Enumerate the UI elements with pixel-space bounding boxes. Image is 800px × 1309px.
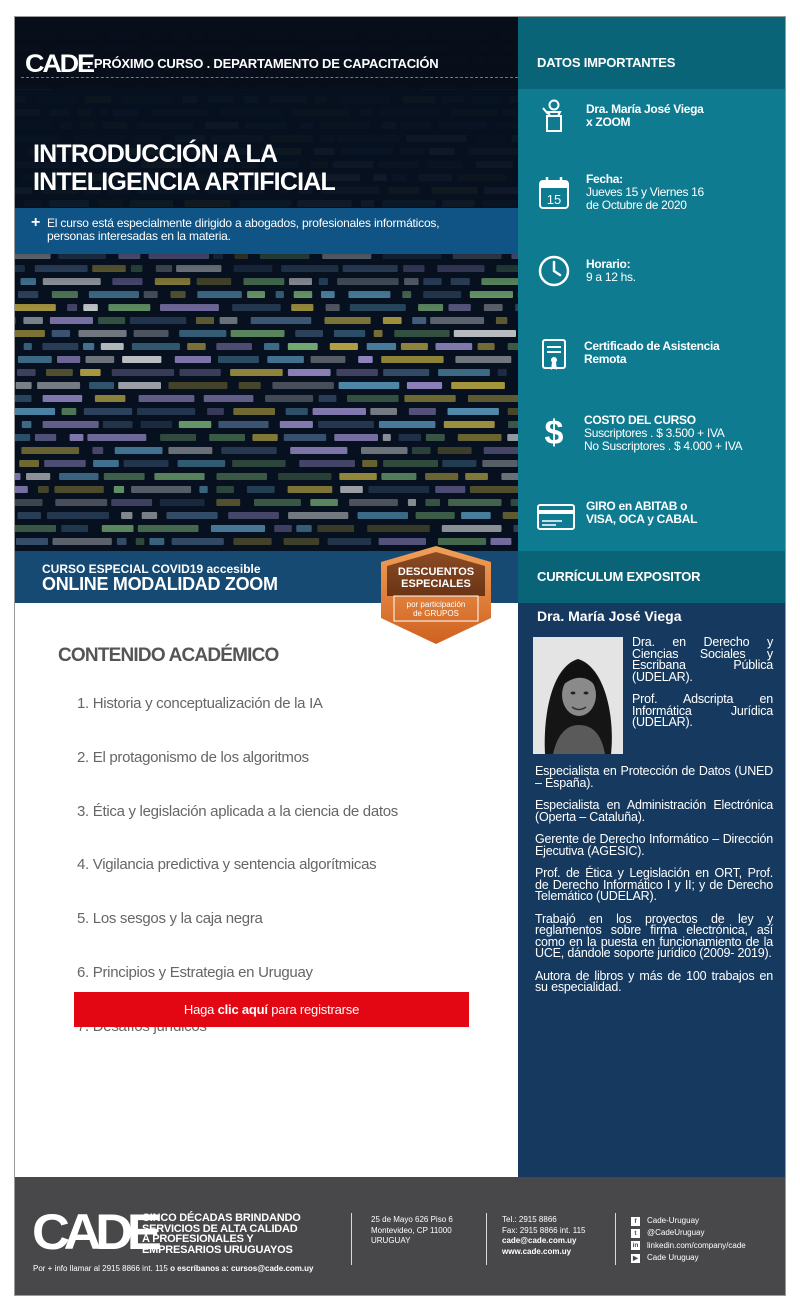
- list-item: 3. Ética y legislación aplicada a la ciencia de datos: [77, 803, 398, 820]
- footer-divider: [351, 1213, 352, 1265]
- svg-text:ESPECIALES: ESPECIALES: [401, 578, 471, 590]
- clock-icon: [536, 253, 572, 289]
- cv-panel: [518, 603, 786, 1177]
- register-button[interactable]: Haga clic aquí para registrarse: [74, 992, 469, 1027]
- social-youtube[interactable]: ▶ Cade Uruguay: [633, 1252, 699, 1262]
- modalidad-label: ONLINE MODALIDAD ZOOM: [42, 574, 278, 594]
- code-background-image: [15, 17, 518, 551]
- list-item: 5. Los sesgos y la caja negra: [77, 910, 263, 927]
- datos-panel: DATOS IMPORTANTES Dra. María José Viega x ZOOM 15 Fecha: Jueves 15 y Viernes 16 de Octubre de 2020 Horario: 9 a 12 hs. Certificado de Asistencia Remota $ COSTO DEL CURSO Suscriptores . $ 3.500 + IVA No Suscriptores . $ 4.000 + IVA GIRO en ABITAB o VISA, OCA y CABAL: [518, 17, 786, 551]
- footer-contact: Tel.: 2915 8866 Fax: 2915 8866 int. 115 cade@cade.com.uy www.cade.com.uy: [502, 1215, 586, 1256]
- list-item: 1. Historia y conceptualización de la IA: [77, 695, 323, 712]
- svg-text:por participación: por participación: [406, 600, 466, 609]
- footer-social: [631, 1215, 746, 1264]
- cv-heading: CURRÍCULUM EXPOSITOR: [518, 551, 786, 603]
- svg-text:de GRUPOS: de GRUPOS: [413, 609, 459, 618]
- footer: [15, 1177, 786, 1296]
- datos-heading: DATOS IMPORTANTES: [518, 17, 786, 89]
- twitter-icon: t: [631, 1229, 640, 1238]
- cade-logo: CADE: [25, 50, 93, 78]
- teacher-icon: [536, 97, 572, 133]
- youtube-icon: ▶: [633, 1254, 638, 1262]
- hero-section: [15, 17, 518, 551]
- social-linkedin[interactable]: in linkedin.com/company/cade: [632, 1240, 746, 1250]
- speaker-name: Dra. María José Viega: [537, 608, 682, 624]
- plus-icon: +: [31, 214, 41, 231]
- footer-info: Por + info llamar al 2915 8866 int. 115 o escríbanos a: cursos@cade.com.uy: [33, 1264, 314, 1273]
- footer-address: 25 de Mayo 626 Piso 6 Montevideo, CP 11000 URUGUAY: [371, 1215, 453, 1245]
- course-title: INTRODUCCIÓN A LA INTELIGENCIA ARTIFICIAL: [33, 140, 335, 196]
- list-item: 6. Principios y Estrategia en Uruguay: [77, 964, 313, 981]
- speaker-photo: [533, 637, 623, 754]
- flyer: [14, 16, 786, 1296]
- social-facebook[interactable]: f Cade-Uruguay: [631, 1215, 746, 1227]
- dollar-icon: $: [544, 414, 564, 452]
- facebook-icon: f: [631, 1217, 640, 1226]
- dashed-divider: [21, 77, 518, 78]
- audience-text: El curso está especialmente dirigido a abogados, profesionales informáticos, personas interesadas en la materia.: [47, 216, 440, 243]
- audience-strip: [15, 208, 518, 254]
- footer-divider: [486, 1213, 487, 1265]
- footer-tagline: CINCO DÉCADAS BRINDANDO SERVICIOS DE ALTA CALIDAD A PROFESIONALES Y EMPRESARIOS URUGUAYOS: [142, 1212, 301, 1256]
- calendar-icon: [536, 175, 572, 211]
- footer-cade-logo: CADE: [32, 1204, 156, 1260]
- certificate-icon: [536, 337, 572, 373]
- linkedin-icon: in: [632, 1242, 639, 1250]
- discount-badge: [377, 544, 495, 648]
- footer-divider: [615, 1213, 616, 1265]
- cv-full-text: Especialista en Protección de Datos (UNED – España). Especialista en Administración Electrónica (Operta – Cataluña). Gerente de Derecho Informático – Dirección Ejecutiva (AGESIC). Prof. de Ética y Legislación en ORT, Prof. de Derecho Informático I y II; y de Derecho Telemático (UDELAR). Trabajó en los proyectos de ley y reglamentos sobre firma electrónica, así como en la puesta en funcionamiento de la UCE, dándole soporte jurídico (2009- 2019). Autora de libros y más de 100 trabajos en su especialidad.: [535, 764, 773, 994]
- covid-label: CURSO ESPECIAL COVID19 accesible: [42, 562, 261, 576]
- list-item: 2. El protagonismo de los algoritmos: [77, 749, 309, 766]
- svg-text:DESCUENTOS: DESCUENTOS: [397, 566, 475, 578]
- svg-text:15: 15: [546, 192, 562, 207]
- social-twitter[interactable]: t @CadeUruguay: [631, 1227, 746, 1239]
- contenido-section: [15, 603, 518, 1177]
- list-item: 4. Vigilancia predictiva y sentencia algorítmicas: [77, 856, 377, 873]
- hero-header: [15, 17, 518, 89]
- course-kicker: . PRÓXIMO CURSO . DEPARTAMENTO DE CAPACITACIÓN: [87, 56, 439, 71]
- contenido-heading: CONTENIDO ACADÉMICO: [58, 645, 279, 666]
- cv-side-text: Dra. en Derecho y Ciencias Sociales y Escribana Pública (UDELAR). Prof. Adscripta en Informática Jurídica (UDELAR).: [632, 635, 773, 729]
- card-icon: [536, 499, 576, 535]
